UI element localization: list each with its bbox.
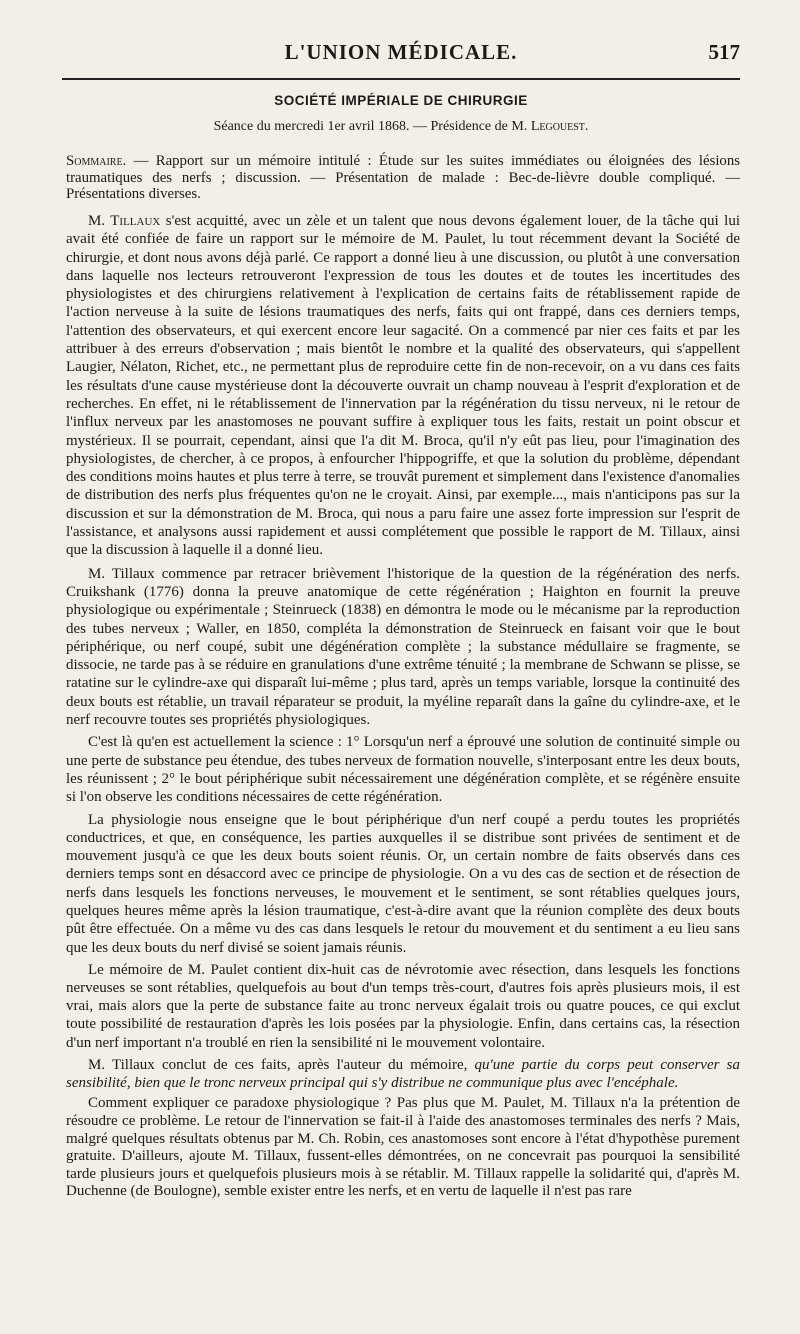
session-date: Séance du mercredi 1er avril 1868. — Présidence de M. xyxy=(213,119,531,134)
section-title: SOCIÉTÉ IMPÉRIALE DE CHIRURGIE xyxy=(274,93,528,108)
page-number: 517 xyxy=(708,40,740,64)
article-body xyxy=(66,212,740,1205)
paragraph-4: La physiologie nous enseigne que le bout périphérique d'un nerf coupé a perdu toutes les propriétés conductrices, et que, en conséquence, les parties auxquelles il se distribue sont privées de sentiment et de mouvement jusqu'à ce que les deux bouts soient réunis. Or, un certain nombre de faits observés dans ces derniers temps sont en désaccord avec ce principe de physiologie. On a vu des cas de section et de résection de nerfs dans lesquels les fonctions nerveuses, le mouvement et le sentiment, se sont rétablies quelques jours, quelques heures même après la lésion traumatique, c'est-à-dire avant que la réunion complète des deux bouts pût être effectuée. On a même vu des cas dans lesquels le retour du mouvement et du sentiment a eu lieu sans que les deux bouts du nerf divisé se soient jamais réunis. xyxy=(66,811,740,956)
paragraph-6-text: M. Tillaux conclut de ces faits, après l'auteur du mémoire, xyxy=(88,1056,475,1073)
paragraph-6-quote: qu'une partie du corps peut conserver sa sensibilité, bien que le tronc nerveux principal qui s'y distribue ne communique plus avec l'encéphale. xyxy=(66,1056,740,1092)
paragraph-6 xyxy=(66,1056,740,1093)
summary xyxy=(66,153,740,203)
paragraph-3: C'est là qu'en est actuellement la science : 1° Lorsqu'un nerf a éprouvé une solution de continuité simple ou une perte de substance peu étendue, des tubes nerveux de formation nouvelle, s'interposant entre les deux bouts, les réunissent ; 2° le bout périphérique subit nécessairement une dégénération complète, et se régénère ensuite si l'on observe les conditions nécessaires de cette régénération. xyxy=(66,734,740,806)
paragraph-7: Comment expliquer ce paradoxe physiologique ? Pas plus que M. Paulet, M. Tillaux n'a la prétention de résoudre ce problème. Le retour de l'innervation se fait-il à l'aide des anastomoses terminales des nerfs ? Mais, malgré quelques résultats obtenus par M. Ch. Robin, ces anastomoses sont encore à l'état d'hypothèse purement gratuite. D'ailleurs, ajoute M. Tillaux, fussent-elles démontrées, on ne concevrait pas pourquoi la sensibilité tarde plusieurs jours et quelquefois plusieurs mois à se rétablir. M. Tillaux rappelle la solidarité qui, d'après M. Duchenne (de Boulogne), semble exister entre les nerfs, et en vertu de laquelle il n'est pas rare xyxy=(66,1095,740,1200)
summary-text: — Rapport sur un mémoire intitulé : Étude sur les suites immédiates ou éloignées des lésions traumatiques des nerfs ; discussion. — Présentation de malade : Bec-de-lièvre double compliqué. — Présentations diverses. xyxy=(66,153,740,202)
paragraph-1-text: s'est acquitté, avec un zèle et un talent que nous devons également louer, de la tâche qui lui avait été confiée de faire un rapport sur le mémoire de M. Paulet, lu tout récemment devant la Société de chirurgie, et dont nous avons déjà parlé. Ce rapport a donné lieu à une discussion, ou plutôt à une conversation dans laquelle nos lecteurs retrouveront l'expression de tous les doutes et de toutes les incertitudes des physiologistes et des chirurgiens relativement à l'explication de certains faits de rétablissement rapide de l'action nerveuse à la suite de lésions traumatiques des nerfs, faits qui ont frappé, dans ces derniers temps, l'attention des observateurs, et qui exercent encore leur sagacité. On a commencé par nier ces faits et par les attribuer à des erreurs d'observation ; mais bientôt le nombre et la qualité des observateurs, qui s'appellent Laugier, Nélaton, Richet, etc., ne permettant plus de reproduire cette fin de non-recevoir, on a vu dans ces faits les résultats d'une cause mystérieuse dont la découverte ouvrait un champ nouveau à l'esprit d'exploration et de recherches. En effet, ni le rétablissement de l'innervation par la régénération du tissu nerveux, ni le retour de l'influx nerveux par les anastomoses ne pouvant suffire à expliquer tous les faits, restait un point obscur et mystérieux. Il se pourrait, cependant, ainsi que l'a dit M. Broca, qu'il n'y eût pas lieu, pour l'imagination des physiologistes, de chercher, à ce propos, à enfourcher l'hippogriffe, et que la solution du problème, dépendant des conditions moins hautes et plus terre à terre, se trouvât purement et simplement dans l'existence d'anomalies de distribution des nerfs plus fréquentes qu'on ne le croyait. Ainsi, par exemple..., mais n'anticipons pas sur la discussion et sur la démonstration de M. Broca, qui nous a paru faire une assez forte impression sur l'esprit de l'assistance, et analysons aussi rapidement et aussi complétement que possible le rapport de M. Tillaux, ainsi que la discussion à laquelle il a donné lieu. xyxy=(66,213,740,559)
session-line xyxy=(62,119,740,135)
summary-label: Sommaire. xyxy=(66,153,127,169)
paragraph-2: M. Tillaux commence par retracer brièvement l'historique de la question de la régénération des nerfs. Cruikshank (1776) donna la preuve anatomique de cette régénération ; Haighton en fournit la preuve physiologique ou expérimentale ; Steinrueck (1838) en démontra le mode ou le mécanisme par la reproduction des tubes nerveux ; Waller, en 1850, compléta la démonstration de Steinrueck en faisant voir que le bout périphérique, ou nerf coupé, subit une dégénération complète ; la substance médullaire se fragmente, se dissocie, ne tarde pas à se réduire en granulations d'une extrême ténuité ; la membrane de Schwann se plisse, se ratatine sur le cylindre-axe qui disparaît lui-même ; plus tard, après un temps variable, lorsque la continuité des deux bouts est rétablie, un travail réparateur se produit, la myéline reparaît dans la gaîne du cylindre-axe, et le nerf recouvre toutes ses propriétés physiologiques. xyxy=(66,565,740,729)
session-president: Legouest. xyxy=(530,119,589,134)
speaker-name: M. Tillaux xyxy=(88,213,161,229)
running-title: L'UNION MÉDICALE. xyxy=(284,40,518,64)
page-header xyxy=(62,38,740,80)
paragraph-5: Le mémoire de M. Paulet contient dix-huit cas de névrotomie avec résection, dans lesquels les fonctions nerveuses se sont rétablies, quelquefois au bout d'un temps très-court, d'autres fois après plusieurs mois, il est vrai, mais alors que la perte de substance faite au tronc nerveux égalait trois ou quatre pouces, ce qui exclut toute possibilité de restauration d'après les lois posées par la physiologie. Enfin, dans certains cas, la résection d'un nerf important n'a troublé en rien la sensibilité ni le mouvement volontaire. xyxy=(66,961,740,1051)
paragraph-1 xyxy=(66,212,740,560)
